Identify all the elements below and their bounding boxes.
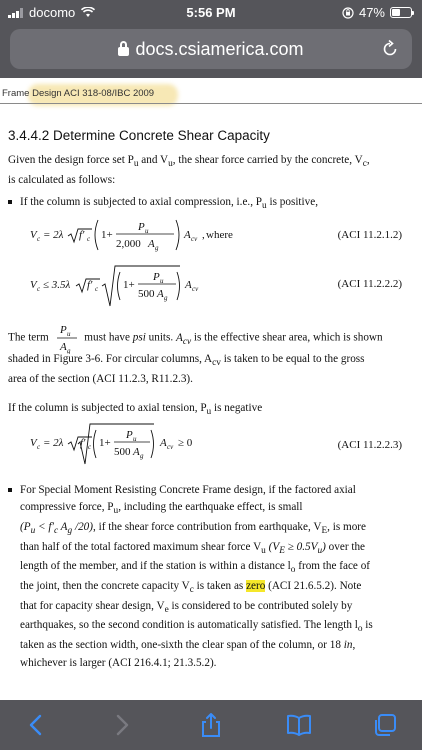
svg-text:f′: f′ (79, 229, 85, 241)
clock: 5:56 PM (186, 5, 236, 20)
smrf-text: the joint, then the concrete capacity V (20, 580, 190, 593)
term-text: must have (84, 331, 130, 344)
svg-text:A: A (59, 341, 67, 353)
pu-over-ag-fraction (55, 322, 79, 354)
smrf-sub: c (189, 585, 194, 596)
address-bar[interactable] (10, 29, 412, 69)
intro-text: , the shear force carried by the concrete, V (172, 154, 363, 166)
svg-text:c: c (37, 443, 41, 451)
acv-symbol: $A_{cv}$ (176, 331, 192, 347)
intro-text: and V (138, 154, 169, 166)
smrf-inequality: ($P_u < f'_c$ $A_g$ /20) (20, 521, 94, 537)
smrf-text: , (352, 639, 356, 652)
svg-text:P: P (59, 324, 67, 336)
svg-text:c: c (37, 235, 41, 243)
smrf-condition: $(V_E \ge 0.5V_u)$ (268, 540, 326, 556)
tension-text: is negative (211, 402, 263, 414)
smrf-text: For Special Moment Resisting Concrete Frame design, if the factored axial (20, 484, 356, 496)
eq2-reference: (ACI 11.2.2.2) (337, 278, 402, 290)
smrf-text: over the (328, 540, 366, 553)
smrf-text: that for capacity shear design, V (20, 599, 165, 612)
svg-text:g: g (155, 244, 159, 252)
section-title: 3.4.4.2 Determine Concrete Shear Capacity (8, 128, 270, 143)
svg-text:P: P (126, 429, 133, 441)
term-paragraph-cont (8, 351, 416, 388)
battery-percent: 47% (358, 5, 385, 20)
svg-text:u: u (160, 277, 164, 285)
intro-text: is calculated as follows: (8, 173, 116, 186)
status-right (342, 5, 412, 20)
svg-text:= 2λ: = 2λ (43, 437, 64, 449)
running-header: Frame Design ACI 318-08/IBC 2009 (2, 88, 155, 99)
bullet-text: If the column is subjected to axial compression, i.e., P (20, 196, 263, 208)
url-text: docs.csiamerica.com (135, 39, 304, 59)
bullet-sub: u (262, 201, 267, 212)
svg-text:A: A (184, 229, 191, 241)
smrf-text: , including the earthquake effect, is small (118, 501, 303, 514)
smrf-text: (ACI 21.6.5.2). Note (265, 580, 362, 593)
smrf-sub: u (113, 506, 119, 517)
equation-3 (30, 422, 230, 466)
svg-text:f′: f′ (80, 437, 86, 449)
svg-text:1+: 1+ (101, 229, 113, 241)
svg-text:A: A (133, 446, 140, 458)
smrf-text: , is more (327, 521, 366, 534)
svg-text:c: c (88, 443, 92, 451)
intro-text: , (366, 154, 370, 166)
svg-text:,: , (202, 229, 205, 241)
equation-2 (30, 264, 230, 308)
svg-text:cv: cv (167, 443, 174, 451)
svg-text:u: u (133, 435, 137, 443)
term-text: The term (8, 331, 49, 344)
svg-text:g: g (66, 347, 70, 354)
smrf-text: , if the shear force contribution from earthquake, V (93, 521, 322, 534)
eq3-reference: (ACI 11.2.2.3) (337, 439, 402, 451)
svg-text:f′: f′ (87, 279, 93, 291)
svg-text:c: c (95, 285, 99, 293)
svg-text:A: A (148, 238, 155, 250)
chevron-right-icon[interactable] (108, 712, 134, 738)
smrf-text: taken as the section width, one-sixth the clear span of the column, or 18 (20, 639, 341, 652)
svg-text:2,000: 2,000 (116, 238, 141, 250)
intro-text: Given the design force set P (8, 154, 134, 166)
smrf-text: is considered to be contributed solely by (168, 599, 353, 612)
smrf-text: compressive force, P (20, 501, 114, 514)
svg-text:A: A (157, 288, 164, 300)
svg-text:g: g (164, 294, 168, 302)
smrf-text: length of the member, and if the station is within a distance l (20, 560, 291, 573)
smrf-sub: o (290, 565, 296, 576)
svg-text:V: V (30, 229, 37, 241)
book-icon[interactable] (286, 712, 312, 738)
term-text: area of the section (ACI 11.2.3, R11.2.3). (8, 372, 193, 385)
svg-text:A: A (160, 437, 167, 449)
svg-text:cv: cv (192, 285, 199, 293)
svg-text:u: u (66, 330, 70, 338)
svg-text:A: A (185, 279, 192, 291)
lock-icon (118, 47, 129, 56)
intro-sub: u (133, 159, 139, 170)
term-text: is taken to be equal to the gross (220, 353, 365, 365)
term-paragraph (8, 322, 416, 354)
header-divider (0, 103, 422, 104)
svg-text:1+: 1+ (123, 279, 135, 291)
smrf-sub: u (261, 545, 266, 556)
bullet-smrf (8, 482, 418, 672)
svg-text:500: 500 (138, 288, 155, 300)
svg-text:V: V (30, 279, 37, 291)
battery-icon (390, 7, 412, 18)
term-text: shaded in Figure 3-6. For circular columns, A (8, 353, 213, 365)
url-display[interactable] (10, 39, 412, 60)
svg-text:1+: 1+ (99, 437, 111, 449)
share-icon[interactable] (198, 712, 224, 738)
tabs-icon[interactable] (372, 712, 398, 738)
bullet-text: is positive, (266, 196, 318, 208)
status-bar (0, 0, 422, 26)
intro-sub: c (362, 159, 367, 170)
svg-text:g: g (140, 452, 144, 460)
term-text: units. (148, 331, 174, 344)
svg-text:= 2λ: = 2λ (43, 229, 64, 241)
term-sub: cv (212, 358, 221, 369)
svg-text:≥ 0: ≥ 0 (178, 437, 193, 449)
smrf-sub: E (321, 526, 328, 537)
smrf-text: than half of the total factored maximum shear force V (20, 540, 262, 553)
intro-sub: u (168, 159, 173, 170)
battery-fill (392, 9, 400, 16)
smrf-text: from the face of (295, 560, 371, 573)
carrier-name: docomo (29, 5, 76, 20)
equation-1 (30, 212, 290, 258)
chevron-left-icon[interactable] (24, 712, 50, 738)
document-header (0, 82, 422, 110)
browser-chrome (0, 0, 422, 78)
reload-icon[interactable] (380, 39, 400, 59)
svg-text:cv: cv (191, 235, 198, 243)
eq1-where: where (206, 229, 233, 241)
tension-paragraph (8, 400, 416, 420)
smrf-sub: o (357, 624, 363, 635)
smrf-text: earthquakes, so the second condition is automatically satisfied. The length l (20, 619, 358, 632)
smrf-sub: e (164, 605, 169, 616)
svg-text:P: P (138, 221, 145, 233)
smrf-text: whichever is larger (ACI 216.4.1; 21.3.5.2). (20, 656, 217, 669)
bullet-compression (8, 194, 318, 214)
term-italic: psi (132, 331, 146, 344)
svg-text:≤ 3.5λ: ≤ 3.5λ (43, 279, 71, 291)
browser-toolbar (0, 700, 422, 750)
orientation-lock-icon (342, 7, 354, 19)
smrf-text: is taken as (193, 580, 244, 593)
tension-sub: u (206, 407, 212, 418)
intro-paragraph (8, 152, 416, 189)
smrf-italic: in (343, 639, 353, 652)
term-text: is the effective shear area, which is shown (193, 331, 383, 344)
svg-text:c: c (87, 235, 91, 243)
svg-text:P: P (153, 271, 160, 283)
highlighted-zero[interactable]: zero (246, 580, 266, 593)
svg-text:V: V (30, 437, 37, 449)
svg-text:u: u (145, 227, 149, 235)
svg-text:500: 500 (114, 446, 131, 458)
smrf-text: is (362, 619, 373, 632)
svg-text:c: c (37, 285, 41, 293)
tension-text: If the column is subjected to axial tension, P (8, 402, 207, 414)
eq1-reference: (ACI 11.2.1.2) (337, 229, 402, 241)
